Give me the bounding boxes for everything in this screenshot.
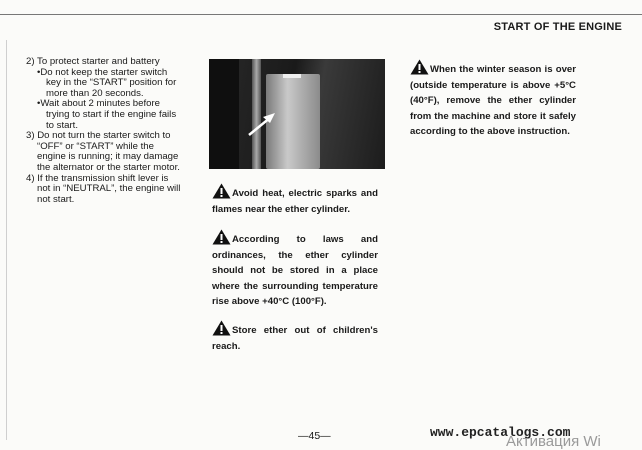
warning-children — [212, 323, 378, 354]
pointer-arrow-icon — [245, 109, 279, 139]
watermark-url: www.epcatalogs.com — [430, 425, 571, 440]
activation-overlay: Активация Wi — [506, 433, 601, 450]
warning-icon — [410, 59, 429, 75]
bullet-starter-duration: •Do not keep the starter switch key in the “START” position for more than 20 seconds. — [37, 66, 177, 99]
item-2: 2) To protect starter and battery — [26, 56, 160, 67]
page-number: —45— — [298, 430, 331, 442]
page-title: START OF THE ENGINE — [493, 21, 622, 33]
warning-storage-temp-text: According to laws and ordinances, the ether cylinder should not be stored in a place where the surrounding temperature rise above +40°C (100°F). — [212, 234, 378, 307]
warning-heat — [212, 186, 378, 217]
item-3: 3) Do not turn the starter switch to “OFF” or “START” while the engine is running; it may damage the alternator or the starter motor. — [26, 130, 180, 173]
warning-heat-text: Avoid heat, electric sparks and flames near the ether cylinder. — [212, 188, 378, 215]
warning-icon — [212, 229, 231, 245]
warning-winter — [410, 62, 576, 140]
warning-children-text: Store ether out of children's reach. — [212, 325, 378, 352]
warning-storage-temp — [212, 232, 378, 310]
binding-margin — [6, 40, 7, 440]
warning-icon — [212, 320, 231, 336]
warning-icon — [212, 183, 231, 199]
starter-precautions — [26, 57, 184, 205]
ether-cylinder-photo — [209, 59, 385, 169]
bullet-wait-before-retry: •Wait about 2 minutes before trying to start if the engine fails to start. — [37, 98, 177, 131]
warning-winter-text: When the winter season is over (outside temperature is above +5°C (40°F), remove the ether cylinder from the machine and store it safely according to the above instruction. — [410, 64, 576, 137]
header-rule — [0, 14, 642, 15]
item-4: 4) If the transmission shift lever is not in “NEUTRAL”, the engine will not start. — [26, 172, 181, 205]
